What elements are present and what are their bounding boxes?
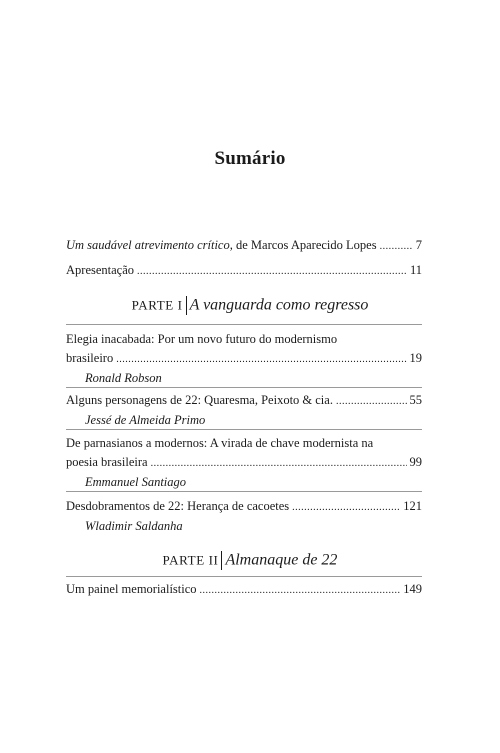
page-number: 55 <box>409 393 422 407</box>
dot-leader <box>380 237 413 256</box>
separator <box>66 576 422 577</box>
toc-entry[interactable] <box>66 330 422 388</box>
dot-leader <box>116 350 406 369</box>
entry-author: Emmanuel Santiago <box>85 475 187 489</box>
page-number: 19 <box>409 351 422 365</box>
toc-entry-apresentacao[interactable] <box>66 261 422 281</box>
toc-entry[interactable] <box>66 497 422 536</box>
entry-title: Elegia inacabada: Por um novo futuro do modernismo <box>66 332 338 346</box>
dot-leader <box>151 454 407 473</box>
separator <box>66 429 422 430</box>
entry-title: Um painel memorialístico <box>66 582 197 596</box>
separator <box>66 491 422 492</box>
separator <box>66 324 422 325</box>
toc-entry[interactable] <box>66 580 422 600</box>
dot-leader <box>292 498 400 517</box>
entry-title: Alguns personagens de 22: Quaresma, Peixoto & cia. <box>66 393 333 407</box>
entry-author: Jessé de Almeida Primo <box>85 413 206 427</box>
page-number: 7 <box>415 238 422 252</box>
part-label: PARTE II <box>162 552 219 568</box>
entry-title: De parnasianos a modernos: A virada de chave modernista na <box>66 436 374 450</box>
page-number: 149 <box>403 582 422 596</box>
dot-leader <box>336 392 407 411</box>
part-title: Almanaque de 22 <box>225 551 338 569</box>
separator <box>66 387 422 388</box>
entry-title-cont: brasileiro <box>66 351 114 365</box>
dot-leader <box>137 262 407 281</box>
page-number: 11 <box>409 263 422 277</box>
page-title: Sumário <box>214 148 286 169</box>
entry-title-cont: poesia brasileira <box>66 455 148 469</box>
part-divider <box>221 551 222 570</box>
part-heading-1 <box>0 296 500 315</box>
toc-entry[interactable] <box>66 434 422 492</box>
page-number: 99 <box>409 455 422 469</box>
part-title: A vanguarda como regresso <box>189 296 369 314</box>
part-label: PARTE I <box>131 297 183 313</box>
toc-entry[interactable] <box>66 391 422 430</box>
entry-title: Desdobramentos de 22: Herança de cacoetes <box>66 499 290 513</box>
page-number: 121 <box>403 499 422 513</box>
entry-author: Ronald Robson <box>85 371 162 385</box>
dot-leader <box>200 581 401 600</box>
entry-author: Wladimir Saldanha <box>85 519 183 533</box>
entry-title: Apresentação <box>66 263 135 277</box>
part-heading-2 <box>0 551 500 570</box>
part-divider <box>186 296 187 315</box>
entry-title: Um saudável atrevimento crítico, de Marcos Aparecido Lopes <box>66 238 377 252</box>
toc-entry-preface[interactable] <box>66 236 422 256</box>
